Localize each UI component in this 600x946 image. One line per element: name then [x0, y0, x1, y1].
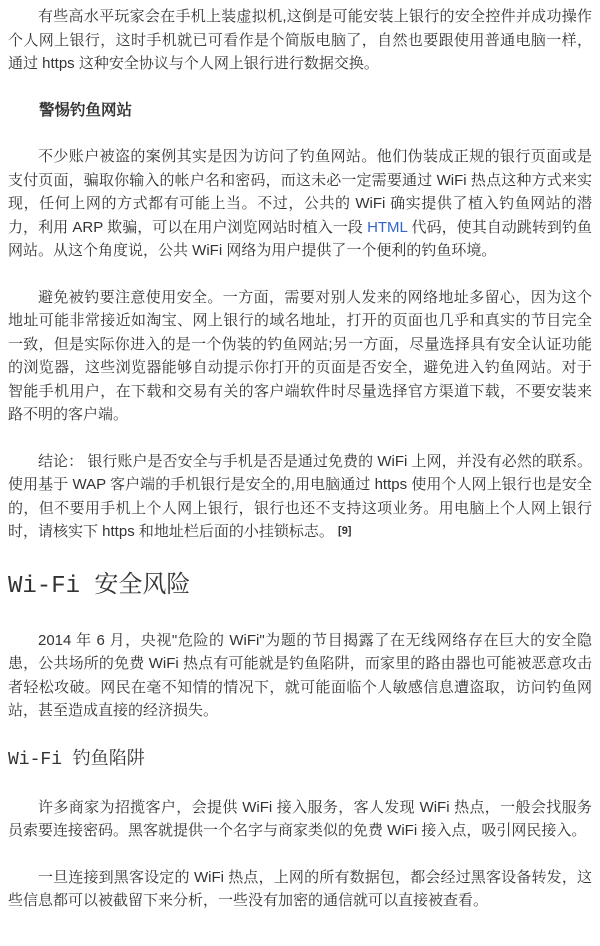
section-title-wifi-security-risk: Wi-Fi 安全风险: [8, 572, 191, 600]
subsection-title-wifi-phishing-trap: Wi-Fi 钓鱼陷阱: [8, 749, 145, 770]
subheading-beware-phishing-sites: 警惕钓鱼网站: [39, 101, 133, 119]
reference-9-link[interactable]: [9]: [338, 525, 352, 537]
html-link[interactable]: HTML: [367, 218, 408, 236]
paragraph-merchant-wifi-trap: 许多商家为招揽客户，会提供 WiFi 接入服务，客人发现 WiFi 热点，一般会找服务员索要连接密码。黑客就提供一个名字与商家类似的免费 WiFi 接入点，吸引网民接入。: [8, 798, 592, 839]
paragraph-conclusion-text: 结论： 银行账户是否安全与手机是否是通过免费的 WiFi 上网，并没有必然的联系。使用基于 WAP 客户端的手机银行是安全的,用电脑通过 https 使用个人网上银行也是安全的，但不要用手机上个人网上银行，银行也还不支持这项业务。用电脑上个人网上银行时，请核实下 https 和地址栏后面的小挂锁标志。: [8, 452, 592, 540]
paragraph-cctv-dangerous-wifi: 2014 年 6 月，央视"危险的 WiFi"为题的节目揭露了在无线网络存在巨大的安全隐患，公共场所的免费 WiFi 热点有可能就是钓鱼陷阱，而家里的路由器也可能被恶意攻击者轻松攻破。网民在毫不知情的情况下，就可能面临个人敏感信息遭盗取，访问钓鱼网站，甚至造成直接的经济损失。: [8, 631, 592, 719]
paragraph-phishing-text-before: 不少账户被盗的案例其实是因为访问了钓鱼网站。他们伪装成正规的银行页面或是支付页面，骗取你输入的帐户名和密码，而这未必一定需要通过 WiFi 热点这种方式来实现，任何上网的方式都有可能上当。不过，公共的 WiFi 确实提供了植入钓鱼网站的潜力，利用 ARP 欺骗，可以在用户浏览网站时植入一段: [8, 148, 592, 236]
paragraph-vm-banking: 有些高水平玩家会在手机上装虚拟机,这倒是可能安装上银行的安全控件并成功操作个人网上银行，这时手机就已可看作是个简版电脑了，自然也要跟使用普通电脑一样，通过 https 这种安全协议与个人网上银行进行数据交换。: [8, 8, 592, 72]
paragraph-conclusion: [8, 450, 592, 546]
paragraph-hacker-hotspot-intercept: 一旦连接到黑客设定的 WiFi 热点，上网的所有数据包，都会经过黑客设备转发，这些信息都可以被截留下来分析，一些没有加密的通信就可以直接被查看。: [8, 868, 592, 909]
paragraph-avoid-phishing-tips: 避免被钓要注意使用安全。一方面，需要对别人发来的网络地址多留心，因为这个地址可能非常接近如淘宝、网上银行的域名地址，打开的页面也几乎和真实的节目完全一致，但是实际你进入的是一个伪装的钓鱼网站;另一方面，尽量选择具有安全认证功能的浏览器，这些浏览器能够自动提示你打开的页面是否安全，避免进入钓鱼网站。对于智能手机用户，在下载和交易有关的客户端软件时尽量选择官方渠道下载，不要安装来路不明的客户端。: [8, 288, 592, 423]
paragraph-phishing-text-after: 代码，使其自动跳转到钓鱼网站。从这个角度说，公共 WiFi 网络为用户提供了一个便利的钓鱼环境。: [8, 218, 593, 259]
paragraph-phishing-sites: [8, 145, 592, 263]
